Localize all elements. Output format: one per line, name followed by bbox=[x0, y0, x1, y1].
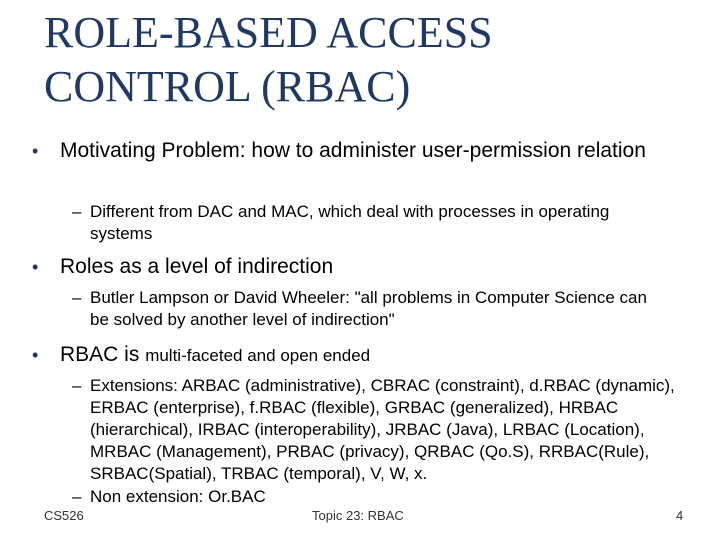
bullet-text bbox=[60, 342, 700, 369]
slide-title: ROLE-BASED ACCESS CONTROL (RBAC) bbox=[44, 8, 493, 111]
sub-bullet-marker: – bbox=[72, 487, 82, 506]
bullet-text-small: multi-faceted and open ended bbox=[145, 346, 371, 365]
bullet-text: Motivating Problem: how to administer user-permission relation bbox=[60, 139, 646, 162]
bullet-text-main: RBAC is bbox=[60, 343, 146, 366]
bullet-marker: • bbox=[32, 345, 39, 365]
footer-topic: Topic 23: RBAC bbox=[312, 508, 404, 523]
footer-page-number: 4 bbox=[676, 508, 684, 523]
bullet-marker: • bbox=[32, 141, 39, 161]
footer-course: CS526 bbox=[44, 508, 84, 523]
sub-bullet-text: Extensions: ARBAC (administrative), CBRAC (constraint), d.RBAC (dynamic), ERBAC (enterprise), f.RBAC (flexible), GRBAC (generalized), HRBAC (hierarchical), IRBAC (interoperability), JRBAC (Java), LRBAC (Location), MRBAC (Management), PRBAC (privacy), QRBAC (Qo.S), RRBAC(Rule), SRBAC(Spatial), TRBAC (temporal), V, W, x. bbox=[90, 376, 675, 483]
sub-bullet-marker: – bbox=[72, 202, 82, 221]
bullet-text: Roles as a level of indirection bbox=[60, 255, 334, 278]
sub-bullet-marker: – bbox=[72, 376, 82, 395]
sub-bullet-text: Different from DAC and MAC, which deal with processes in operating systems bbox=[90, 202, 610, 243]
bullet-marker: • bbox=[32, 257, 39, 277]
sub-bullet-text: Non extension: Or.BAC bbox=[90, 487, 266, 506]
sub-bullet-marker: – bbox=[72, 288, 82, 307]
sub-bullet-text: Butler Lampson or David Wheeler: "all problems in Computer Science can be solved by another level of indirection" bbox=[90, 288, 647, 329]
